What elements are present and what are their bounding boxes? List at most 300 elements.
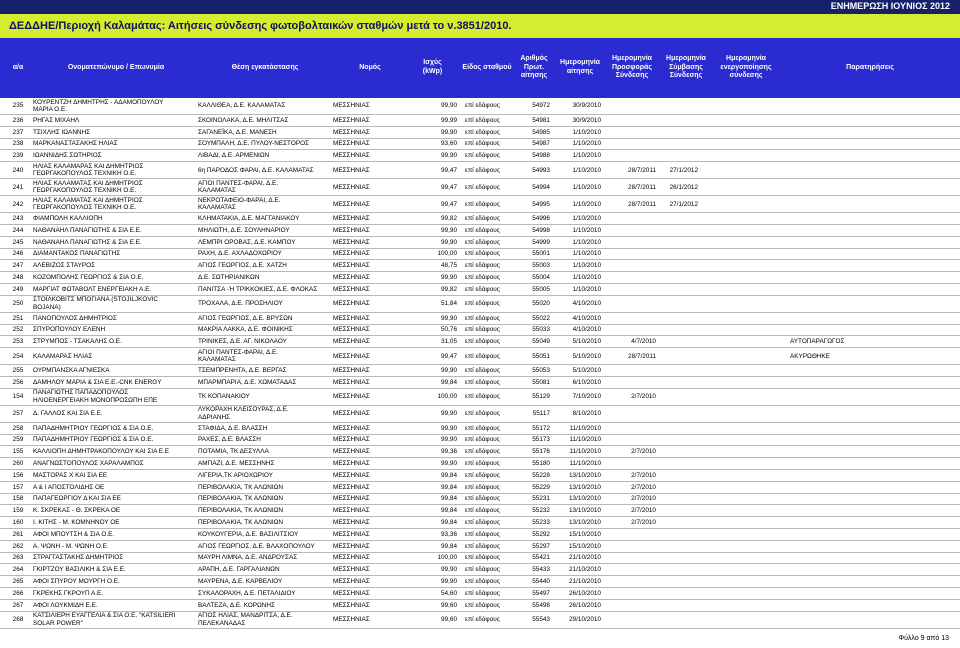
protocol-number: 55129	[532, 393, 550, 401]
request-date: 11/10/2010	[569, 424, 601, 432]
applicant-name: ΝΑΘΑΝΑΗΛ ΠΑΝΑΓΙΩΤΗΣ & ΣΙΑ Ε.Ε.	[33, 226, 142, 234]
request-date: 1/10/2010	[572, 140, 601, 148]
applicant-name: ΤΣΙΧΛΗΣ ΙΩΑΝΝΗΣ	[33, 128, 91, 136]
request-date: 1/10/2010	[572, 214, 601, 222]
applicant-name: ΠΑΠΑΔΗΜΗΤΡΙΟΥ ΓΕΩΡΓΙΟΣ & ΣΙΑ Ο.Ε.	[33, 436, 154, 444]
col-offer-date-header: Ημερομηνία Προσφοράς Σύνδεσης	[611, 54, 652, 80]
row-number: 258	[12, 424, 24, 432]
contract-date: 26/1/2012	[669, 183, 698, 191]
station-type: επί εδάφους	[465, 601, 500, 609]
location: ΤΚ ΚΟΠΑΝΑΚΙΟΥ	[198, 393, 250, 401]
station-type: επί εδάφους	[465, 495, 500, 503]
station-type: επί εδάφους	[465, 566, 500, 574]
request-date: 15/10/2010	[569, 542, 601, 550]
power-kwp: 99,90	[441, 152, 457, 160]
protocol-number: 55233	[532, 518, 550, 526]
power-kwp: 93,36	[441, 530, 457, 538]
applicant-name: ΙΩΑΝΝΙΔΗΣ ΣΩΤΗΡΙΟΣ	[33, 152, 102, 160]
row-number: 261	[12, 530, 24, 538]
request-date: 5/10/2010	[572, 366, 601, 374]
power-kwp: 100,00	[437, 250, 457, 258]
prefecture: ΜΕΣΣΗΝΙΑΣ	[333, 116, 370, 124]
prefecture: ΜΕΣΣΗΝΙΑΣ	[333, 285, 370, 293]
prefecture: ΜΕΣΣΗΝΙΑΣ	[333, 250, 370, 258]
applicant-name: ΗΛΙΑΣ ΚΑΛΑΜΑΤΑΣ ΚΑΙ ΔΗΜΗΤΡΙΟΣ ΓΕΩΡΓΑΚΟΠΟΥΛΟΣ ΤΕΧΝΙΚΗ Ο.Ε.	[33, 179, 143, 195]
col-power-header: Ισχύς (kWp)	[422, 59, 443, 75]
table-row	[0, 576, 960, 588]
request-date: 11/10/2010	[569, 459, 601, 467]
power-kwp: 99,90	[441, 459, 457, 467]
table-row	[0, 529, 960, 541]
location: ΛΙΒΑΔΙ, Δ.Ε. ΑΡΜΕΝΙΩΝ	[198, 152, 270, 160]
protocol-number: 55292	[532, 530, 550, 538]
applicant-name: ΣΠΥΡΟΠΟΥΛΟΥ ΕΛΕΝΗ	[33, 326, 106, 334]
table-row	[0, 150, 960, 162]
protocol-number: 55173	[532, 436, 550, 444]
request-date: 26/10/2010	[569, 601, 601, 609]
row-number: 155	[12, 448, 24, 456]
row-number: 262	[12, 542, 24, 550]
prefecture: ΜΕΣΣΗΝΙΑΣ	[333, 495, 370, 503]
row-number: 268	[12, 615, 24, 623]
col-aa-header: α/α	[12, 63, 24, 71]
prefecture: ΜΕΣΣΗΝΙΑΣ	[333, 518, 370, 526]
request-date: 21/10/2010	[569, 554, 601, 562]
prefecture: ΜΕΣΣΗΝΙΑΣ	[333, 326, 370, 334]
power-kwp: 99,82	[441, 285, 457, 293]
location: ΣΥΚΑΛΟΡΑΧΗ, Δ.Ε. ΠΕΤΑΛΙΔΙΟΥ	[198, 589, 296, 597]
prefecture: ΜΕΣΣΗΝΙΑΣ	[333, 410, 370, 418]
request-date: 30/9/2010	[572, 116, 601, 124]
remarks: ΑΚΥΡΩΘΗΚΕ	[790, 352, 830, 360]
prefecture: ΜΕΣΣΗΝΙΑΣ	[333, 366, 370, 374]
table-row	[0, 588, 960, 600]
protocol-number: 55180	[532, 459, 550, 467]
table-row	[0, 406, 960, 423]
contract-date: 27/1/2012	[669, 166, 698, 174]
request-date: 1/10/2010	[572, 183, 601, 191]
offer-date: 2/7/2010	[631, 471, 656, 479]
row-number: 242	[12, 200, 24, 208]
prefecture: ΜΕΣΣΗΝΙΑΣ	[333, 577, 370, 585]
station-type: επί εδάφους	[465, 507, 500, 515]
row-number: 256	[12, 378, 24, 386]
prefecture: ΜΕΣΣΗΝΙΑΣ	[333, 262, 370, 270]
row-number: 252	[12, 326, 24, 334]
row-number: 254	[12, 352, 24, 360]
applicant-name: ΗΛΙΑΣ ΚΑΛΑΜΑΡΑΣ ΚΑΙ ΔΗΜΗΤΡΙΟΣ ΓΕΩΡΓΑΚΟΠΟΥΛΟΣ ΤΕΧΝΙΚΗ Ο.Ε.	[33, 162, 144, 178]
table-row	[0, 365, 960, 377]
station-type: επί εδάφους	[465, 378, 500, 386]
protocol-number: 55498	[532, 601, 550, 609]
update-date: ΕΝΗΜΕΡΩΣΗ ΙΟΥΝΙΟΣ 2012	[830, 1, 950, 11]
protocol-number: 54985	[532, 128, 550, 136]
table-row	[0, 482, 960, 494]
location: ΝΕΚΡΟΤΑΦΕΙΟ-ΦΑΡΑΙ, Δ.Ε. ΚΑΛΑΜΑΤΑΣ	[198, 196, 281, 212]
request-date: 8/10/2010	[572, 410, 601, 418]
protocol-number: 54994	[532, 183, 550, 191]
station-type: επί εδάφους	[465, 366, 500, 374]
station-type: επί εδάφους	[465, 152, 500, 160]
power-kwp: 99,60	[441, 615, 457, 623]
request-date: 13/10/2010	[569, 483, 601, 491]
applicant-name: ΠΑΠΑΓΕΩΡΓΙΟΥ Δ ΚΑΙ ΣΙΑ ΕΕ	[33, 495, 121, 503]
prefecture: ΜΕΣΣΗΝΙΑΣ	[333, 102, 370, 110]
request-date: 13/10/2010	[569, 471, 601, 479]
protocol-number: 54995	[532, 200, 550, 208]
col-station-type-header: Είδος σταθμού	[462, 63, 512, 71]
contract-date: 27/1/2012	[669, 200, 698, 208]
row-number: 260	[12, 459, 24, 467]
location: 6η ΠΑΡΟΔΟΣ ΦΑΡΑΙ, Δ.Ε. ΚΑΛΑΜΑΤΑΣ	[198, 166, 314, 174]
power-kwp: 99,90	[441, 102, 457, 110]
request-date: 21/10/2010	[569, 566, 601, 574]
protocol-number: 54998	[532, 226, 550, 234]
station-type: επί εδάφους	[465, 262, 500, 270]
row-number: 264	[12, 566, 24, 574]
station-type: επί εδάφους	[465, 214, 500, 222]
power-kwp: 48,75	[441, 262, 457, 270]
col-request-date-header: Ημερομηνία αίτησης	[560, 59, 600, 75]
prefecture: ΜΕΣΣΗΝΙΑΣ	[333, 300, 370, 308]
station-type: επί εδάφους	[465, 554, 500, 562]
power-kwp: 99,90	[441, 226, 457, 234]
station-type: επί εδάφους	[465, 300, 500, 308]
applicant-name: ΑΛΕΒΙΖΟΣ ΣΤΑΥΡΟΣ	[33, 262, 96, 270]
location: ΤΡΟΧΑΛΑ, Δ.Ε. ΠΡΟΣΗΛΙΟΥ	[198, 300, 283, 308]
protocol-number: 55001	[532, 250, 550, 258]
prefecture: ΜΕΣΣΗΝΙΑΣ	[333, 273, 370, 281]
protocol-number: 55033	[532, 326, 550, 334]
applicant-name: ΚΑΤΣΙΛΙΕΡΗ ΕΥΑΓΓΕΛΙΑ & ΣΙΑ Ο.Ε. "KATSILIERI SOLAR POWER"	[33, 612, 176, 627]
row-number: 253	[12, 338, 24, 346]
location: ΑΓΙΟΙ ΠΑΝΤΕΣ-ΦΑΡΑΙ, Δ.Ε. ΚΑΛΑΜΑΤΑΣ	[198, 179, 279, 195]
row-number: 243	[12, 214, 24, 222]
prefecture: ΜΕΣΣΗΝΙΑΣ	[333, 436, 370, 444]
prefecture: ΜΕΣΣΗΝΙΑΣ	[333, 214, 370, 222]
row-number: 240	[12, 166, 24, 174]
applicant-name: ΠΑΝΑΓΙΩΤΗΣ ΠΑΠΑΔΟΠΟΥΛΟΣ ΗΛΙΟΕΝΕΡΓΕΙΑΚΗ ΜΟΝΟΠΡΟΣΩΠΗ ΕΠΕ	[33, 389, 158, 404]
offer-date: 2/7/2010	[631, 483, 656, 491]
request-date: 1/10/2010	[572, 200, 601, 208]
prefecture: ΜΕΣΣΗΝΙΑΣ	[333, 128, 370, 136]
protocol-number: 55117	[532, 410, 550, 418]
power-kwp: 99,90	[441, 410, 457, 418]
applicant-name: ΣΤΡΥΜΠΟΣ - ΤΣΑΚΑΛΗΣ Ο.Ε.	[33, 338, 122, 346]
protocol-number: 55229	[532, 483, 550, 491]
station-type: επί εδάφους	[465, 577, 500, 585]
prefecture: ΜΕΣΣΗΝΙΑΣ	[333, 152, 370, 160]
row-number: 235	[12, 102, 24, 110]
protocol-number: 55049	[532, 338, 550, 346]
applicant-name: ΓΚΡΕΚΗΣ ΓΚΡΟΥΠ Α.Ε.	[33, 589, 104, 597]
station-type: επί εδάφους	[465, 471, 500, 479]
page-footer: Φύλλο 9 από 13	[898, 635, 949, 642]
table-row	[0, 494, 960, 506]
prefecture: ΜΕΣΣΗΝΙΑΣ	[333, 200, 370, 208]
applicant-name: ΑΦΟΙ ΜΠΟΥΤΣΗ & ΣΙΑ Ο.Ε.	[33, 530, 115, 538]
location: ΠΕΡΙΒΟΛΑΚΙΑ, ΤΚ ΑΛΩΝΙΩΝ	[198, 483, 283, 491]
station-type: επί εδάφους	[465, 542, 500, 550]
table-row	[0, 600, 960, 612]
protocol-number: 55053	[532, 366, 550, 374]
power-kwp: 99,90	[441, 424, 457, 432]
protocol-number: 54996	[532, 214, 550, 222]
location: ΑΓΙΟΙ ΠΑΝΤΕΣ-ΦΑΡΑΙ, Δ.Ε. ΚΑΛΑΜΑΤΑΣ	[198, 348, 279, 364]
power-kwp: 99,99	[441, 116, 457, 124]
prefecture: ΜΕΣΣΗΝΙΑΣ	[333, 459, 370, 467]
applicant-name: ΜΑΣΤΟΡΑΣ Χ ΚΑΙ ΣΙΑ ΕΕ	[33, 471, 108, 479]
applicant-name: ΚΟΥΡΕΝΤΖΗ ΔΗΜΗΤΡΗΣ - ΑΔΑΜΟΠΟΥΛΟΥ ΜΑΡΙΑ Ο.Ε.	[33, 98, 164, 113]
offer-date: 4/7/2010	[631, 338, 656, 346]
page-title: ΔΕΔΔΗΕ/Περιοχή Καλαμάτας: Αιτήσεις σύνδεσης φωτοβολταικών σταθμών μετά το ν.3851/2010.	[0, 14, 960, 38]
applicant-name: ΠΑΝΟΠΟΥΛΟΣ ΔΗΜΗΤΡΙΟΣ	[33, 314, 117, 322]
prefecture: ΜΕΣΣΗΝΙΑΣ	[333, 352, 370, 360]
station-type: επί εδάφους	[465, 424, 500, 432]
power-kwp: 99,90	[441, 238, 457, 246]
row-number: 238	[12, 140, 24, 148]
applicant-name: ΟΥΡΜΠΑΝΣΚΑ ΑΓΝΙΕΣΚΑ	[33, 366, 110, 374]
location: ΑΜΠΑΖΙ, Δ.Ε. ΜΕΣΣΗΝΗΣ	[198, 459, 275, 467]
location: ΠΕΡΙΒΟΛΑΚΙΑ, ΤΚ ΑΛΩΝΙΩΝ	[198, 518, 283, 526]
station-type: επί εδάφους	[465, 314, 500, 322]
protocol-number: 55051	[532, 352, 550, 360]
offer-date: 28/7/2011	[628, 183, 656, 191]
table-row	[0, 162, 960, 179]
station-type: επί εδάφους	[465, 615, 500, 623]
location: ΣΑΓΑΝΕΪΚΑ, Δ.Ε. ΜΑΝΕΣΗ	[198, 128, 277, 136]
protocol-number: 54987	[532, 140, 550, 148]
location: ΚΑΛΛΙΘΕΑ, Δ.Ε. ΚΑΛΑΜΑΤΑΣ	[198, 102, 286, 110]
request-date: 1/10/2010	[572, 273, 601, 281]
power-kwp: 99,84	[441, 471, 457, 479]
row-number: 245	[12, 238, 24, 246]
prefecture: ΜΕΣΣΗΝΙΑΣ	[333, 183, 370, 191]
row-number: 251	[12, 314, 24, 322]
col-remarks-header: Παρατηρήσεις	[846, 63, 894, 71]
top-bar	[0, 0, 960, 14]
applicant-name: ΗΛΙΑΣ ΚΑΛΑΜΑΤΑΣ ΚΑΙ ΔΗΜΗΤΡΙΟΣ ΓΕΩΡΓΑΚΟΠΟΥΛΟΣ ΤΕΧΝΙΚΗ Ο.Ε.	[33, 196, 143, 212]
request-date: 11/10/2010	[569, 448, 601, 456]
row-number: 259	[12, 436, 24, 444]
request-date: 1/10/2010	[572, 152, 601, 160]
applicant-name: Κ. ΣΚΡΕΚΑΣ - Θ. ΣΚΡΕΚΑ ΟΕ	[33, 507, 121, 515]
row-number: 160	[12, 518, 24, 526]
table-row	[0, 196, 960, 213]
table-row	[0, 272, 960, 284]
request-date: 1/10/2010	[572, 238, 601, 246]
station-type: επί εδάφους	[465, 116, 500, 124]
table-row	[0, 98, 960, 115]
power-kwp: 99,84	[441, 483, 457, 491]
request-date: 1/10/2010	[572, 226, 601, 234]
protocol-number: 55003	[532, 262, 550, 270]
protocol-number: 55231	[532, 495, 550, 503]
prefecture: ΜΕΣΣΗΝΙΑΣ	[333, 393, 370, 401]
location: ΑΡΑΠΗ, Δ.Ε. ΓΑΡΓΑΛΙΑΝΩΝ	[198, 566, 280, 574]
row-number: 255	[12, 366, 24, 374]
location: ΜΑΚΡΙΑ ΛΑΚΚΑ, Δ.Ε. ΦΟΙΝΙΚΗΣ	[198, 326, 293, 334]
station-type: επί εδάφους	[465, 226, 500, 234]
station-type: επί εδάφους	[465, 530, 500, 538]
protocol-number: 55421	[532, 554, 550, 562]
applicant-name: ΝΑΘΑΝΑΗΛ ΠΑΝΑΓΙΩΤΗΣ & ΣΙΑ Ε.Ε.	[33, 238, 142, 246]
request-date: 1/10/2010	[572, 166, 601, 174]
request-date: 26/10/2010	[569, 589, 601, 597]
prefecture: ΜΕΣΣΗΝΙΑΣ	[333, 483, 370, 491]
applicant-name: ΚΑΛΛΙΟΠΗ ΔΗΜΗΤΡΑΚΟΠΟΥΛΟΥ ΚΑΙ ΣΙΑ Ε.Ε	[33, 448, 170, 456]
location: ΜΠΑΡΜΠΑΡΙΑ, Δ.Ε. ΧΩΜΑΤΑΔΑΣ	[198, 378, 297, 386]
applicant-name: ΑΝΑΓΝΩΣΤΟΠΟΥΛΟΣ ΧΑΡΑΛΑΜΠΟΣ	[33, 459, 144, 467]
station-type: επί εδάφους	[465, 410, 500, 418]
row-number: 158	[12, 495, 24, 503]
row-number: 237	[12, 128, 24, 136]
location: ΜΑΥΡΕΝΑ, Δ.Ε. ΚΑΡΒΕΛΙΟΥ	[198, 577, 283, 585]
row-number: 241	[12, 183, 24, 191]
request-date: 11/10/2010	[569, 436, 601, 444]
location: Δ.Ε. ΣΩΤΗΡΙΑΝΙΚΩΝ	[198, 273, 260, 281]
table-row	[0, 127, 960, 139]
request-date: 1/10/2010	[572, 262, 601, 270]
power-kwp: 99,47	[441, 352, 457, 360]
protocol-number: 54999	[532, 238, 550, 246]
applicant-name: Α. ΨΩΝΗ - Μ. ΨΩΝΗ Ο.Ε.	[33, 542, 109, 550]
applicant-name: ΔΑΜΗΛΟΥ ΜΑΡΙΑ & ΣΙΑ Ε.Ε.-CNK ENERGY	[33, 378, 162, 386]
location: ΠΑΝΙΤΣΑ -Ή ΤΡΙΚΚΟΚΙΕΣ, Δ.Ε. ΦΛΟΚΑΣ	[198, 285, 318, 293]
power-kwp: 99,90	[441, 314, 457, 322]
power-kwp: 99,47	[441, 200, 457, 208]
applicant-name: ΦΙΑΜΠΟΛΗ ΚΑΛΛΙΟΠΗ	[33, 214, 103, 222]
location: ΚΟΥΚΟΥΓΕΡΙΑ, Δ.Ε. ΒΑΣΙΛΙΤΣΙΟΥ	[198, 530, 299, 538]
protocol-number: 55172	[532, 424, 550, 432]
location: ΜΗΛΙΩΤΗ, Δ.Ε. ΣΟΥΛΗΝΑΡΙΟΥ	[198, 226, 290, 234]
power-kwp: 99,90	[441, 366, 457, 374]
table-row	[0, 435, 960, 447]
offer-date: 2/7/2010	[631, 507, 656, 515]
location: ΠΟΤΑΜΙΑ, ΤΚ ΔΕΣΥΛΛΑ	[198, 448, 269, 456]
table-row	[0, 612, 960, 629]
location: ΛΙΓΕΡΙΑ,ΤΚ ΑΡΙΟΧΩΡΙΟΥ	[198, 471, 273, 479]
col-location-header: Θέση εγκατάστασης	[231, 63, 299, 71]
station-type: επί εδάφους	[465, 140, 500, 148]
request-date: 1/10/2010	[572, 128, 601, 136]
request-date: 4/10/2010	[572, 314, 601, 322]
protocol-number: 55440	[532, 577, 550, 585]
location: ΠΕΡΙΒΟΛΑΚΙΑ, ΤΚ ΑΛΩΝΙΩΝ	[198, 507, 283, 515]
prefecture: ΜΕΣΣΗΝΙΑΣ	[333, 238, 370, 246]
prefecture: ΜΕΣΣΗΝΙΑΣ	[333, 601, 370, 609]
prefecture: ΜΕΣΣΗΝΙΑΣ	[333, 338, 370, 346]
offer-date: 2/7/2010	[631, 448, 656, 456]
power-kwp: 99,90	[441, 273, 457, 281]
request-date: 13/10/2010	[569, 507, 601, 515]
prefecture: ΜΕΣΣΗΝΙΑΣ	[333, 448, 370, 456]
row-number: 244	[12, 226, 24, 234]
row-number: 159	[12, 507, 24, 515]
request-date: 15/10/2010	[569, 530, 601, 538]
request-date: 13/10/2010	[569, 518, 601, 526]
table-row	[0, 553, 960, 565]
protocol-number: 54993	[532, 166, 550, 174]
station-type: επί εδάφους	[465, 326, 500, 334]
applicant-name: Α & Ι ΑΠΟΣΤΟΛΙΔΗΣ ΟΕ	[33, 483, 105, 491]
power-kwp: 54,60	[441, 589, 457, 597]
location: ΚΛΗΜΑΤΑΚΙΑ, Δ.Ε. ΜΑΓΓΑΝΙΑΚΟΥ	[198, 214, 300, 222]
request-date: 4/10/2010	[572, 326, 601, 334]
protocol-number: 55543	[532, 615, 550, 623]
protocol-number: 54972	[532, 102, 550, 110]
prefecture: ΜΕΣΣΗΝΙΑΣ	[333, 589, 370, 597]
protocol-number: 55228	[532, 471, 550, 479]
station-type: επί εδάφους	[465, 238, 500, 246]
applicant-name: ΠΑΠΑΔΗΜΗΤΡΙΟΥ ΓΕΩΡΓΙΟΣ & ΣΙΑ Ο.Ε.	[33, 424, 154, 432]
table-row	[0, 249, 960, 261]
request-date: 4/10/2010	[572, 300, 601, 308]
power-kwp: 99,82	[441, 214, 457, 222]
table-row	[0, 505, 960, 517]
protocol-number: 55081	[532, 378, 550, 386]
applicant-name: ΓΚΙΡΤΖΟΥ ΒΑΣΙΛΙΚΗ & ΣΙΑ Ε.Ε.	[33, 566, 126, 574]
applicant-name: ΚΟΖΟΜΠΟΛΗΣ ΓΕΩΡΓΙΟΣ & ΣΙΑ Ο.Ε.	[33, 273, 144, 281]
table-row	[0, 115, 960, 127]
col-protocol-no-header: Αριθμός Πρωτ. αίτησης	[520, 54, 548, 80]
request-date: 1/10/2010	[572, 285, 601, 293]
prefecture: ΜΕΣΣΗΝΙΑΣ	[333, 140, 370, 148]
row-number: 247	[12, 262, 24, 270]
applicant-name: ΡΗΓΑΣ ΜΙΧΑΗΛ	[33, 116, 80, 124]
offer-date: 28/7/2011	[628, 352, 656, 360]
location: ΣΤΑΦΙΔΑ, Δ.Ε. ΒΛΑΣΣΗ	[198, 424, 268, 432]
row-number: 246	[12, 250, 24, 258]
table-row	[0, 423, 960, 435]
station-type: επί εδάφους	[465, 183, 500, 191]
power-kwp: 31,05	[441, 338, 457, 346]
station-type: επί εδάφους	[465, 393, 500, 401]
request-date: 7/10/2010	[572, 393, 601, 401]
request-date: 13/10/2010	[569, 495, 601, 503]
power-kwp: 50,76	[441, 326, 457, 334]
request-date: 29/10/2010	[569, 615, 601, 623]
protocol-number: 55433	[532, 566, 550, 574]
power-kwp: 99,84	[441, 378, 457, 386]
table-row	[0, 389, 960, 406]
power-kwp: 99,90	[441, 128, 457, 136]
power-kwp: 99,90	[441, 577, 457, 585]
location: ΤΣΕΜΠΡΕΝΗΤΑ, Δ.Ε. ΒΕΡΓΑΣ	[198, 366, 287, 374]
row-number: 263	[12, 554, 24, 562]
power-kwp: 100,00	[437, 554, 457, 562]
station-type: επί εδάφους	[465, 448, 500, 456]
location: ΠΕΡΙΒΟΛΑΚΙΑ, ΤΚ ΑΛΩΝΙΩΝ	[198, 495, 283, 503]
prefecture: ΜΕΣΣΗΝΙΑΣ	[333, 226, 370, 234]
table-row	[0, 225, 960, 237]
table-row	[0, 446, 960, 458]
power-kwp: 99,84	[441, 507, 457, 515]
row-number: 248	[12, 273, 24, 281]
power-kwp: 93,60	[441, 140, 457, 148]
location: ΤΡΙΝΙΚΕΣ, Δ.Ε. ΑΓ. ΝΙΚΟΛΑΟΥ	[198, 338, 287, 346]
table-row	[0, 517, 960, 529]
table-row	[0, 237, 960, 249]
row-number: 267	[12, 601, 24, 609]
table-row	[0, 348, 960, 365]
station-type: επί εδάφους	[465, 285, 500, 293]
protocol-number: 55176	[532, 448, 550, 456]
station-type: επί εδάφους	[465, 589, 500, 597]
applicant-name: ΣΤΡΑΓΓΑΣΤΑΚΗΣ ΔΗΜΗΤΡΙΟΣ	[33, 554, 124, 562]
power-kwp: 99,36	[441, 448, 457, 456]
table-row	[0, 325, 960, 337]
